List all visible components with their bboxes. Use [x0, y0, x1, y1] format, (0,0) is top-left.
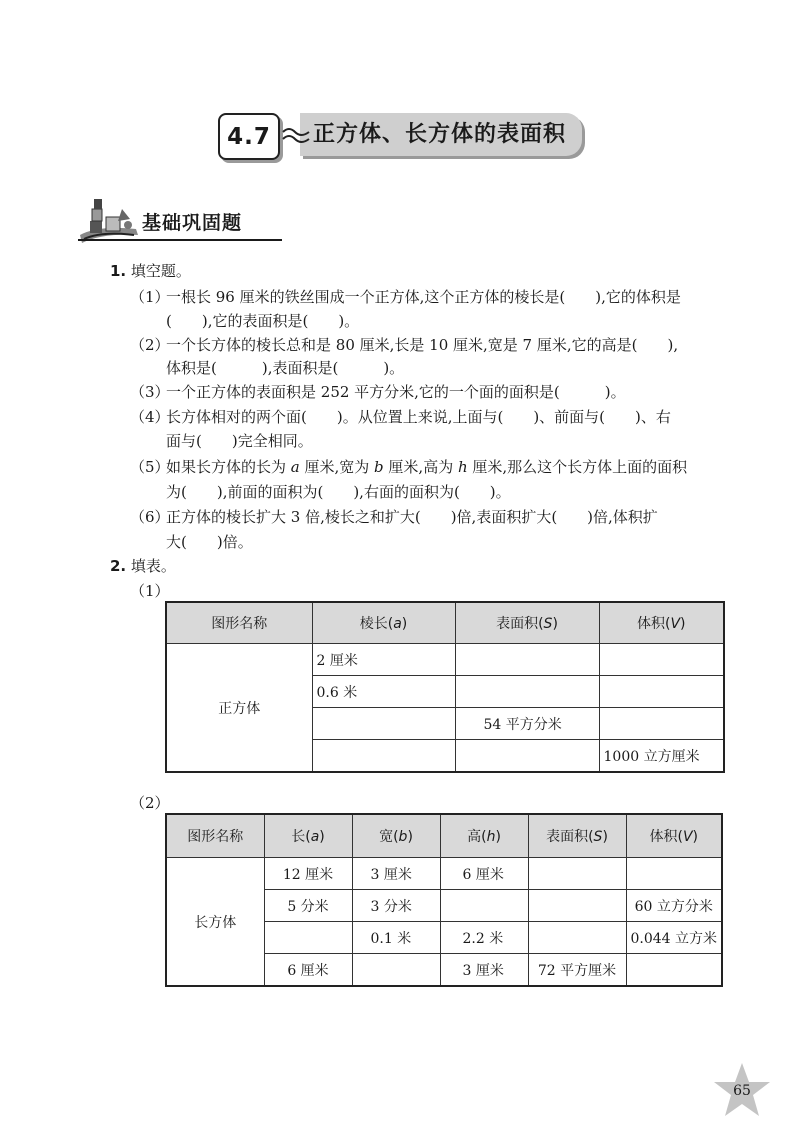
- table-header-row: [166, 814, 722, 858]
- header-cell: 宽(b): [352, 814, 440, 858]
- header-text: 棱长(a): [359, 616, 408, 632]
- table-cell[interactable]: [528, 858, 626, 890]
- table-cell[interactable]: [455, 644, 599, 676]
- section-heading: 基础巩固题: [142, 212, 243, 234]
- table-header-row: [166, 602, 724, 644]
- q1-item-5-line-1: 如果长方体的长为 a 厘米,宽为 b 厘米,高为 h 厘米,那么这个长方体上面的面积: [166, 458, 688, 476]
- header-cell: 表面积(S): [528, 814, 626, 858]
- table-cell[interactable]: 1000 立方厘米: [599, 740, 724, 773]
- table-cell[interactable]: [312, 708, 455, 740]
- table-cell[interactable]: 6 厘米: [440, 858, 528, 890]
- header-cell: [455, 602, 599, 644]
- table-cell[interactable]: 72 平方厘米: [528, 954, 626, 987]
- q1-item-2-number: （2）: [130, 336, 170, 354]
- page-title: 正方体、长方体的表面积: [313, 122, 567, 147]
- table-cell[interactable]: 0.1 米: [352, 922, 440, 954]
- header-text: 表面积(S): [496, 616, 558, 632]
- table-row: [166, 858, 722, 890]
- header-cell: 体积(V): [626, 814, 722, 858]
- question-number: 2.: [110, 557, 127, 575]
- question-number: 1.: [110, 262, 127, 280]
- table-cell[interactable]: 6 厘米: [264, 954, 352, 987]
- question-title: 填表。: [130, 557, 176, 575]
- table-1-label: （1）: [130, 582, 170, 600]
- question-2-heading: [110, 555, 176, 577]
- table-cell[interactable]: [626, 858, 722, 890]
- section-number-box: 4.7: [218, 113, 280, 160]
- q1-item-5-number: （5）: [130, 458, 170, 476]
- q1-item-1-number: （1）: [130, 288, 170, 306]
- table-cell[interactable]: [599, 708, 724, 740]
- header-cell: 高(h): [440, 814, 528, 858]
- section-underline: [78, 239, 282, 241]
- cuboid-table: [165, 813, 723, 987]
- q1-item-4-line-1: 长方体相对的两个面( )。从位置上来说,上面与( )、前面与( )、右: [166, 408, 671, 426]
- table-cell[interactable]: 60 立方分米: [626, 890, 722, 922]
- q1-item-1-line-2: ( ),它的表面积是( )。: [166, 312, 360, 330]
- page-number: 65: [733, 1083, 751, 1099]
- q1-item-6-line-2: 大( )倍。: [166, 533, 253, 551]
- header-cell: [312, 602, 455, 644]
- header-cell: 图形名称: [166, 602, 312, 644]
- question-title: 填空题。: [130, 262, 191, 280]
- table-cell[interactable]: [455, 676, 599, 708]
- q1-item-2-line-1: 一个长方体的棱长总和是 80 厘米,长是 10 厘米,宽是 7 厘米,它的高是( ),: [166, 336, 679, 354]
- table-cell[interactable]: [599, 676, 724, 708]
- table-cell[interactable]: [312, 740, 455, 773]
- table-cell[interactable]: 3 厘米: [440, 954, 528, 987]
- table-cell[interactable]: [352, 954, 440, 987]
- table-cell[interactable]: [626, 954, 722, 987]
- table-cell[interactable]: [528, 890, 626, 922]
- header-cell: [599, 602, 724, 644]
- table-cell[interactable]: 5 分米: [264, 890, 352, 922]
- q1-item-5-line-2: 为( ),前面的面积为( ),右面的面积为( )。: [166, 483, 511, 501]
- q1-item-2-line-2: 体积是( ),表面积是( )。: [166, 359, 405, 377]
- q1-item-3-number: （3）: [130, 383, 170, 401]
- table-2-label: （2）: [130, 794, 170, 812]
- question-1-heading: [110, 260, 191, 282]
- cube-table: [165, 601, 725, 773]
- q1-item-6-number: （6）: [130, 508, 170, 526]
- table-cell[interactable]: 3 分米: [352, 890, 440, 922]
- q1-item-6-line-1: 正方体的棱长扩大 3 倍,棱长之和扩大( )倍,表面积扩大( )倍,体积扩: [166, 508, 658, 526]
- table-cell[interactable]: [455, 740, 599, 773]
- q1-item-4-number: （4）: [130, 408, 170, 426]
- table-cell[interactable]: 0.044 立方米: [626, 922, 722, 954]
- q1-item-4-line-2: 面与( )完全相同。: [166, 432, 313, 450]
- header-text: 体积(V): [636, 616, 686, 632]
- table-cell[interactable]: 54 平方分米: [455, 708, 599, 740]
- table-row: [166, 644, 724, 676]
- table-cell[interactable]: 0.6 米: [312, 676, 455, 708]
- header-cell: 长(a): [264, 814, 352, 858]
- table-cell[interactable]: [264, 922, 352, 954]
- wave-icon: [281, 124, 311, 146]
- table-cell[interactable]: [528, 922, 626, 954]
- table-cell[interactable]: 2 厘米: [312, 644, 455, 676]
- header-cell: 图形名称: [166, 814, 264, 858]
- table-cell[interactable]: [599, 644, 724, 676]
- shape-name-cell: 正方体: [166, 644, 312, 773]
- table-cell[interactable]: 12 厘米: [264, 858, 352, 890]
- shape-name-cell: 长方体: [166, 858, 264, 987]
- q1-item-3-line-1: 一个正方体的表面积是 252 平方分米,它的一个面的面积是( )。: [166, 383, 626, 401]
- q1-item-1-line-1: 一根长 96 厘米的铁丝围成一个正方体,这个正方体的棱长是( ),它的体积是: [166, 288, 681, 306]
- table-cell[interactable]: 3 厘米: [352, 858, 440, 890]
- table-cell[interactable]: 2.2 米: [440, 922, 528, 954]
- table-cell[interactable]: [440, 890, 528, 922]
